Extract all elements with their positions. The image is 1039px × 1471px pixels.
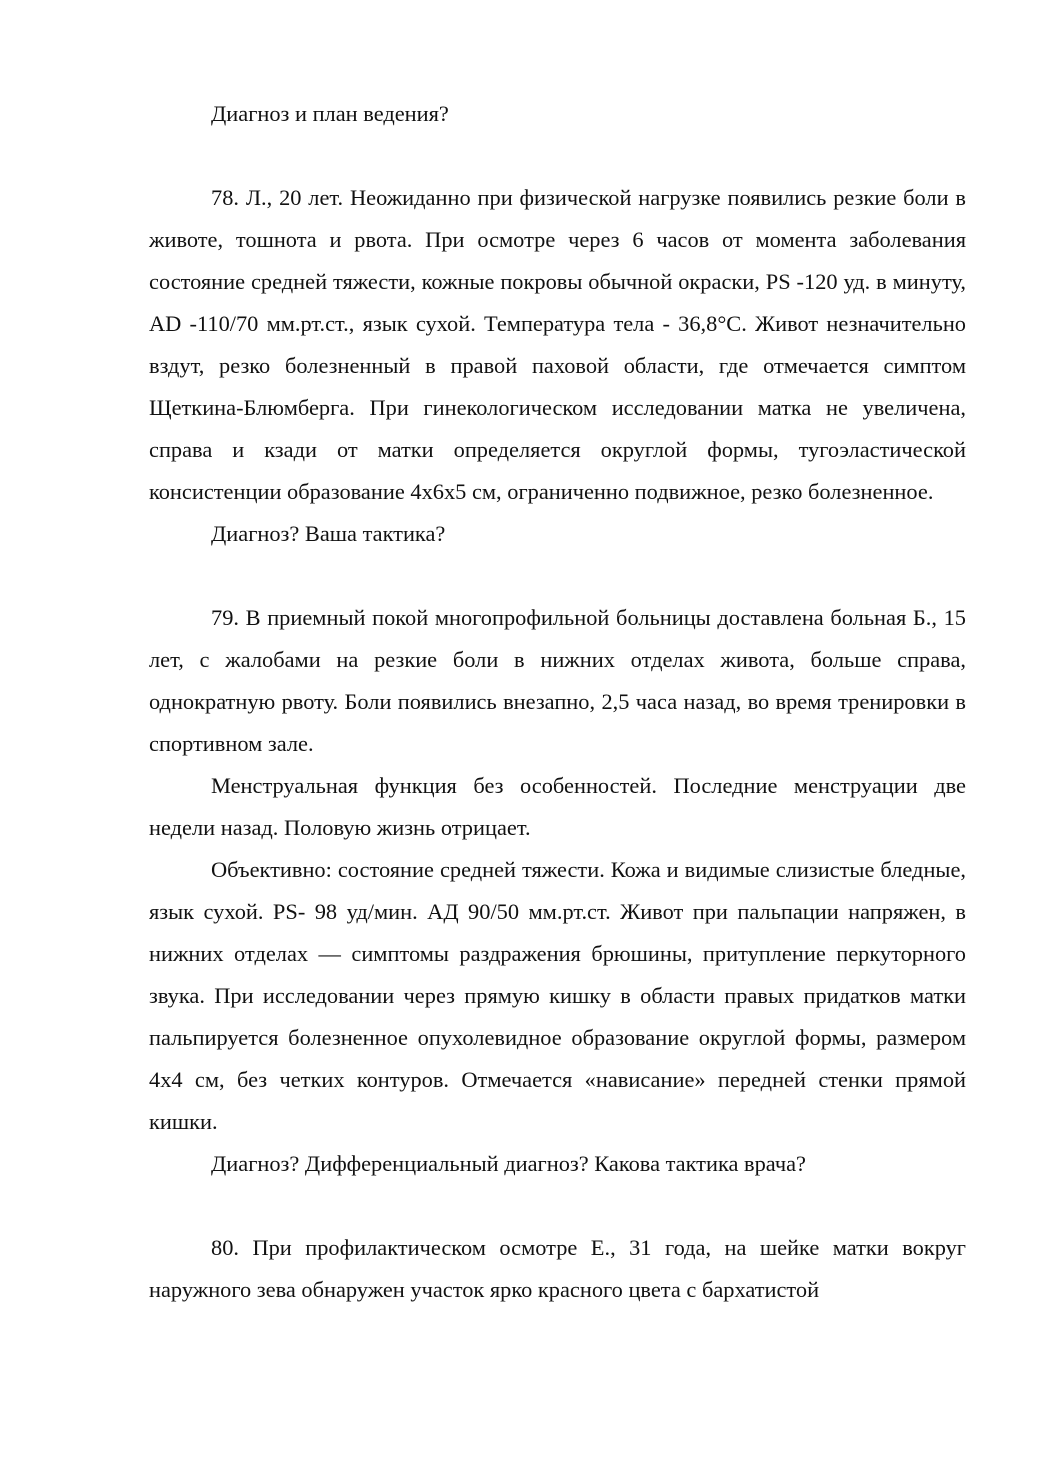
case-79-examination: Объективно: состояние средней тяжести. Кожа и видимые слизистые бледные, язык сухой. PS- 98 уд/мин. АД 90/50 мм.рт.ст. Живот при пальпации напряжен, в нижних отделах — симптомы раздражения брюшины, притупление перкуторного звука. При исследовании через прямую кишку в области правых придатков матки пальпируется болезненное опухолевидное образование округлой формы, размером 4х4 см, без четких контуров. Отмечается «нависание» передней стенки прямой кишки. <box>149 857 966 1134</box>
case-79-description: 79. В приемный покой многопрофильной больницы доставлена больная Б., 15 лет, с жалобами на резкие боли в нижних отделах живота, больше справа, однократную рвоту. Боли появились внезапно, 2,5 часа назад, во время тренировки в спортивном зале. <box>149 605 966 756</box>
case-79-history: Менструальная функция без особенностей. Последние менструации две недели назад. Половую жизнь отрицает. <box>149 773 966 840</box>
case-79-question: Диагноз? Дифференциальный диагноз? Какова тактика врача? <box>211 1151 806 1176</box>
case-77-question: Диагноз и план ведения? <box>211 101 449 126</box>
case-78-question: Диагноз? Ваша тактика? <box>211 521 446 546</box>
case-78-description: 78. Л., 20 лет. Неожиданно при физической нагрузке появились резкие боли в животе, тошнота и рвота. При осмотре через 6 часов от момента заболевания состояние средней тяжести, кожные покровы обычной окраски, PS -120 уд. в минуту, AD -110/70 мм.рт.ст., язык сухой. Температура тела - 36,8°С. Живот незначительно вздут, резко болезненный в правой паховой области, где отмечается симптом Щеткина-Блюмберга. При гинекологическом исследовании матка не увеличена, справа и кзади от матки определяется округлой формы, тугоэластической консистенции образование 4х6х5 см, ограниченно подвижное, резко болезненное. <box>149 185 966 504</box>
document-page <box>149 0 966 1311</box>
case-80-description: 80. При профилактическом осмотре Е., 31 года, на шейке матки вокруг наружного зева обнаружен участок ярко красного цвета с бархатистой <box>149 1235 966 1302</box>
